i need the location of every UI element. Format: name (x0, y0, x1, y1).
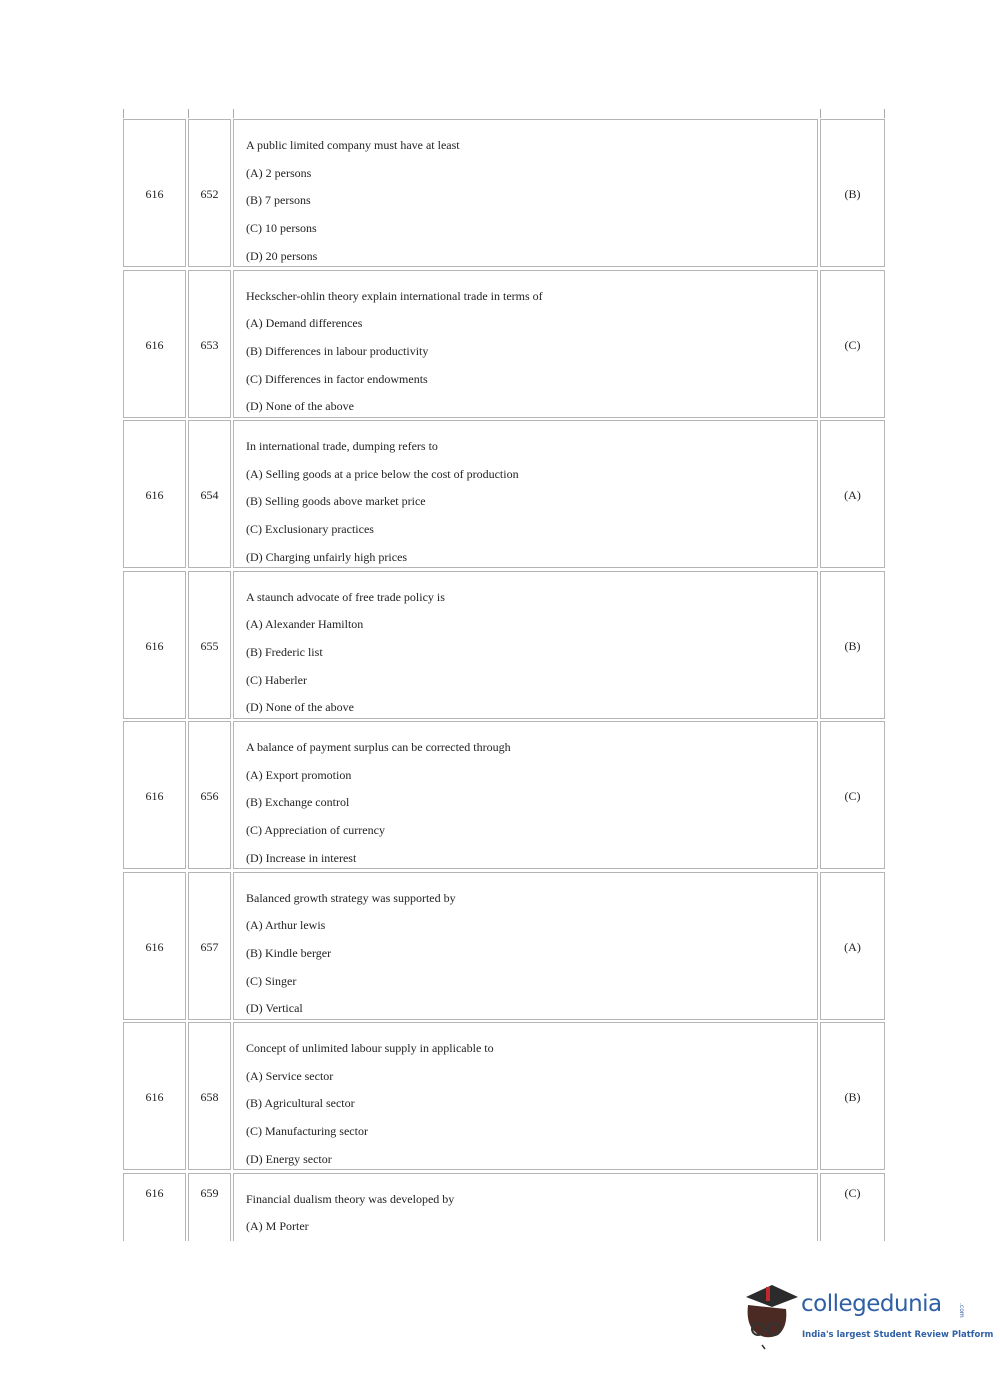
option-text: (A) Demand differences (246, 316, 363, 331)
option-text: (B) Selling goods above market price (246, 494, 426, 509)
option-text: (C) Haberler (246, 672, 307, 687)
option-text: (D) None of the above (246, 399, 354, 414)
option-text: (C) Differences in factor endowments (246, 371, 428, 386)
question-number-cell (188, 1022, 231, 1170)
paper-code: 616 (145, 187, 164, 201)
question-cell (233, 1022, 818, 1170)
paper-code-cell (123, 119, 186, 267)
question-number-cell (188, 270, 231, 418)
paper-code: 616 (145, 1090, 164, 1104)
option-text: (A) M Porter (246, 1219, 309, 1234)
option-text: (B) Kindle berger (246, 945, 332, 960)
paper-code-cell (123, 1022, 186, 1170)
answer-key: (B) (844, 187, 861, 201)
answer-cell (820, 1173, 885, 1242)
question-cell (233, 872, 818, 1020)
table-row (123, 270, 885, 420)
table-row (123, 1173, 885, 1242)
paper-code-cell (123, 872, 186, 1020)
question-cell (233, 1173, 818, 1242)
logo-tagline: India's largest Student Review Platform (802, 1330, 994, 1340)
question-number-cell (188, 571, 231, 719)
question-text: A staunch advocate of free trade policy is (246, 589, 445, 604)
answer-cell (820, 1022, 885, 1170)
answer-key: (C) (844, 1185, 861, 1200)
question-number: 659 (200, 1185, 219, 1200)
question-text: A balance of payment surplus can be corrected through (246, 740, 511, 754)
table-top-stub (123, 109, 885, 118)
mascot-icon (742, 1283, 802, 1353)
option-text: (B) Differences in labour productivity (246, 343, 429, 358)
option-text: (A) Service sector (246, 1068, 334, 1083)
answer-key: (C) (844, 789, 861, 803)
answer-key: (C) (844, 337, 861, 352)
question-table (123, 109, 885, 1241)
table-row (123, 1022, 885, 1172)
paper-code-cell (123, 1173, 186, 1242)
option-text: (A) 2 persons (246, 165, 312, 180)
option-text: (D) Charging unfairly high prices (246, 549, 408, 564)
answer-cell (820, 119, 885, 267)
answer-cell (820, 872, 885, 1020)
question-text: Balanced growth strategy was supported by (246, 890, 456, 905)
paper-code-cell (123, 420, 186, 568)
option-text: (B) Agricultural sector (246, 1096, 355, 1111)
paper-code: 616 (145, 789, 164, 803)
question-text: Concept of unlimited labour supply in applicable to (246, 1041, 494, 1055)
option-text: (C) Exclusionary practices (246, 522, 374, 537)
option-text: (D) Increase in interest (246, 850, 357, 865)
question-number-cell (188, 420, 231, 568)
question-number: 656 (200, 789, 219, 803)
option-text: (C) Manufacturing sector (246, 1124, 368, 1139)
table-row (123, 571, 885, 721)
question-cell (233, 420, 818, 568)
answer-cell (820, 270, 885, 418)
table-row (123, 119, 885, 269)
table-row (123, 721, 885, 871)
answer-key: (B) (844, 1090, 861, 1104)
option-text: (D) Vertical (246, 1001, 303, 1016)
option-text: (A) Arthur lewis (246, 918, 326, 933)
option-text: (C) 10 persons (246, 221, 317, 236)
question-number-cell (188, 872, 231, 1020)
question-number: 654 (200, 488, 219, 502)
question-number: 657 (200, 939, 219, 954)
option-text: (A) Alexander Hamilton (246, 617, 364, 632)
table-row (123, 420, 885, 570)
paper-code-cell (123, 721, 186, 869)
answer-cell (820, 571, 885, 719)
answer-cell (820, 420, 885, 568)
question-number: 652 (200, 187, 219, 201)
question-text: Financial dualism theory was developed by (246, 1191, 455, 1206)
question-number-cell (188, 721, 231, 869)
question-number-cell (188, 1173, 231, 1242)
paper-code-cell (123, 571, 186, 719)
option-text: (D) 20 persons (246, 248, 318, 263)
logo-wordmark: collegedunia (801, 1291, 942, 1317)
paper-code: 616 (145, 337, 164, 352)
question-cell (233, 571, 818, 719)
answer-cell (820, 721, 885, 869)
answer-key: (A) (844, 939, 861, 954)
option-text: (A) Export promotion (246, 767, 352, 782)
option-text: (C) Singer (246, 973, 297, 988)
question-number: 658 (200, 1090, 219, 1104)
option-text: (C) Appreciation of currency (246, 823, 385, 838)
collegedunia-logo[interactable] (742, 1283, 994, 1353)
question-text: A public limited company must have at least (246, 138, 460, 152)
table-row (123, 872, 885, 1022)
answer-key: (A) (844, 488, 861, 502)
option-text: (A) Selling goods at a price below the cost of production (246, 466, 519, 481)
option-text: (D) None of the above (246, 700, 354, 715)
question-number-cell (188, 119, 231, 267)
question-number: 653 (200, 337, 219, 352)
option-text: (B) Exchange control (246, 795, 350, 810)
paper-code-cell (123, 270, 186, 418)
question-text: Heckscher-ohlin theory explain international trade in terms of (246, 288, 543, 303)
option-text: (D) Energy sector (246, 1151, 332, 1166)
paper-code: 616 (145, 1185, 164, 1200)
paper-code: 616 (145, 488, 164, 502)
question-number: 655 (200, 638, 219, 653)
option-text: (B) Frederic list (246, 644, 323, 659)
paper-code: 616 (145, 638, 164, 653)
question-text: In international trade, dumping refers to (246, 439, 438, 453)
option-text: (B) 7 persons (246, 193, 311, 208)
paper-code: 616 (145, 939, 164, 954)
question-cell (233, 721, 818, 869)
answer-key: (B) (844, 638, 861, 653)
question-cell (233, 119, 818, 267)
logo-suffix: .com (958, 1303, 965, 1318)
question-cell (233, 270, 818, 418)
